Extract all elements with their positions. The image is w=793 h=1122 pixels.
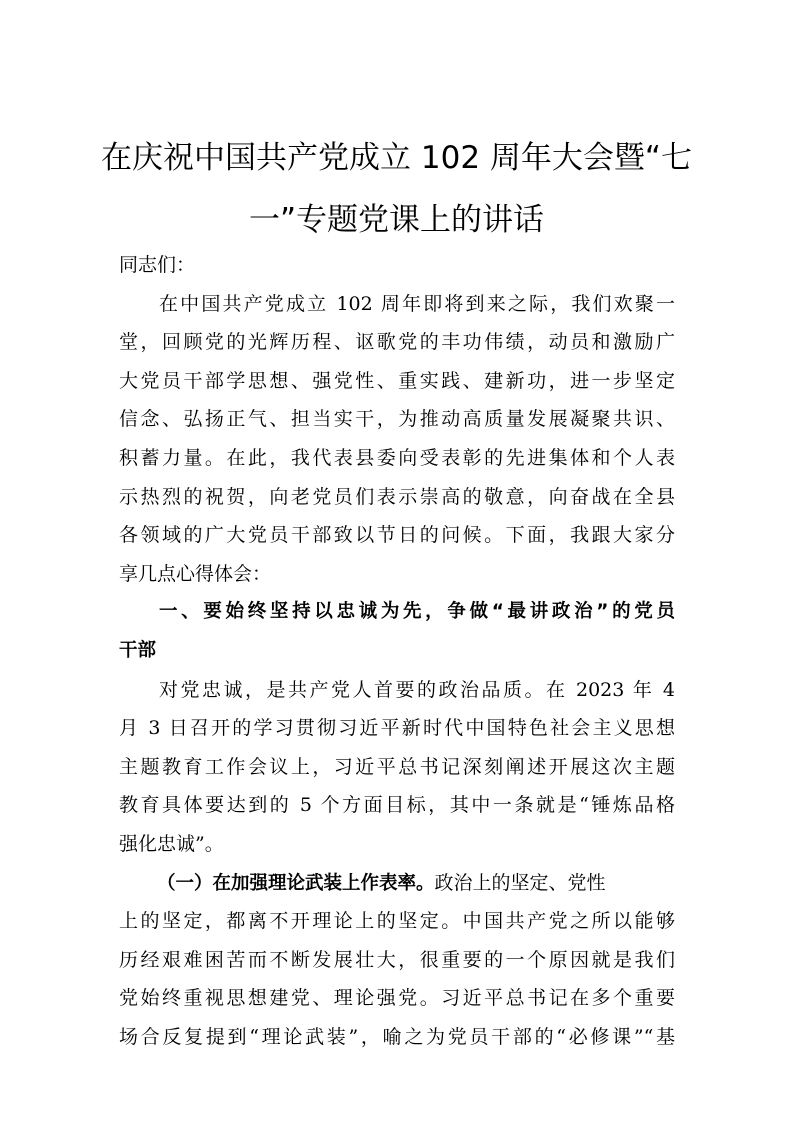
- paragraph-line: 主题教育工作会议上，习近平总书记深刻阐述开展这次主题: [119, 755, 675, 778]
- paragraph-line: 大党员干部学思想、强党性、重实践、建新功，进一步坚定: [119, 369, 675, 392]
- paragraph-line: 教育具体要达到的 5 个方面目标，其中一条就是“锤炼品格: [119, 794, 675, 817]
- paragraph-line: 党始终重视思想建党、理论强党。习近平总书记在多个重要: [119, 987, 675, 1010]
- paragraph-line: 堂，回顾党的光辉历程、讴歌党的丰功伟绩，动员和激励广: [119, 331, 675, 354]
- paragraph-text: 政治上的坚定、党性: [434, 871, 606, 894]
- paragraph-line: 积蓄力量。在此，我代表县委向受表彰的先进集体和个人表: [119, 446, 675, 469]
- salutation: 同志们：: [119, 254, 196, 276]
- title-line-1: 在庆祝中国共产党成立 102 周年大会暨“七: [101, 140, 692, 176]
- paragraph-theory: [119, 864, 675, 1057]
- sub-heading-1: （一）在加强理论武装上作表率。: [157, 872, 435, 894]
- title-line-2: 一”专题党课上的讲话: [248, 202, 545, 238]
- document-title: [100, 127, 693, 251]
- section-heading-1: [119, 593, 675, 670]
- paragraph-intro: [119, 285, 675, 594]
- paragraph-line: 历经艰难困苦而不断发展壮大，很重要的一个原因就是我们: [119, 948, 675, 971]
- paragraph-line: 月 3 日召开的学习贯彻习近平新时代中国特色社会主义思想: [119, 717, 675, 740]
- paragraph-line: 上的坚定，都离不开理论上的坚定。中国共产党之所以能够: [119, 910, 675, 933]
- paragraph-line: 对党忠诚，是共产党人首要的政治品质。在 2023 年 4: [159, 678, 675, 701]
- paragraph-line: 场合反复提到“理论武装”，喻之为党员干部的“必修课”“基: [119, 1025, 675, 1048]
- document-body: [119, 246, 675, 1056]
- heading-line: 干部: [119, 639, 157, 661]
- paragraph-line: 各领域的广大党员干部致以节日的问候。下面，我跟大家分: [119, 524, 675, 547]
- paragraph-line: 享几点心得体会：: [119, 562, 272, 585]
- paragraph-line: 示热烈的祝贺，向老党员们表示崇高的敬意，向奋战在全县: [119, 485, 675, 508]
- paragraph-loyalty: [119, 671, 675, 864]
- heading-line: 一、要始终坚持以忠诚为先，争做“最讲政治”的党员: [159, 601, 675, 623]
- paragraph-line: [119, 864, 675, 903]
- paragraph-line: 在中国共产党成立 102 周年即将到来之际，我们欢聚一: [159, 292, 675, 315]
- paragraph-line: 信念、弘扬正气、担当实干，为推动高质量发展凝聚共识、: [119, 408, 675, 431]
- paragraph-line: 强化忠诚”。: [119, 832, 224, 855]
